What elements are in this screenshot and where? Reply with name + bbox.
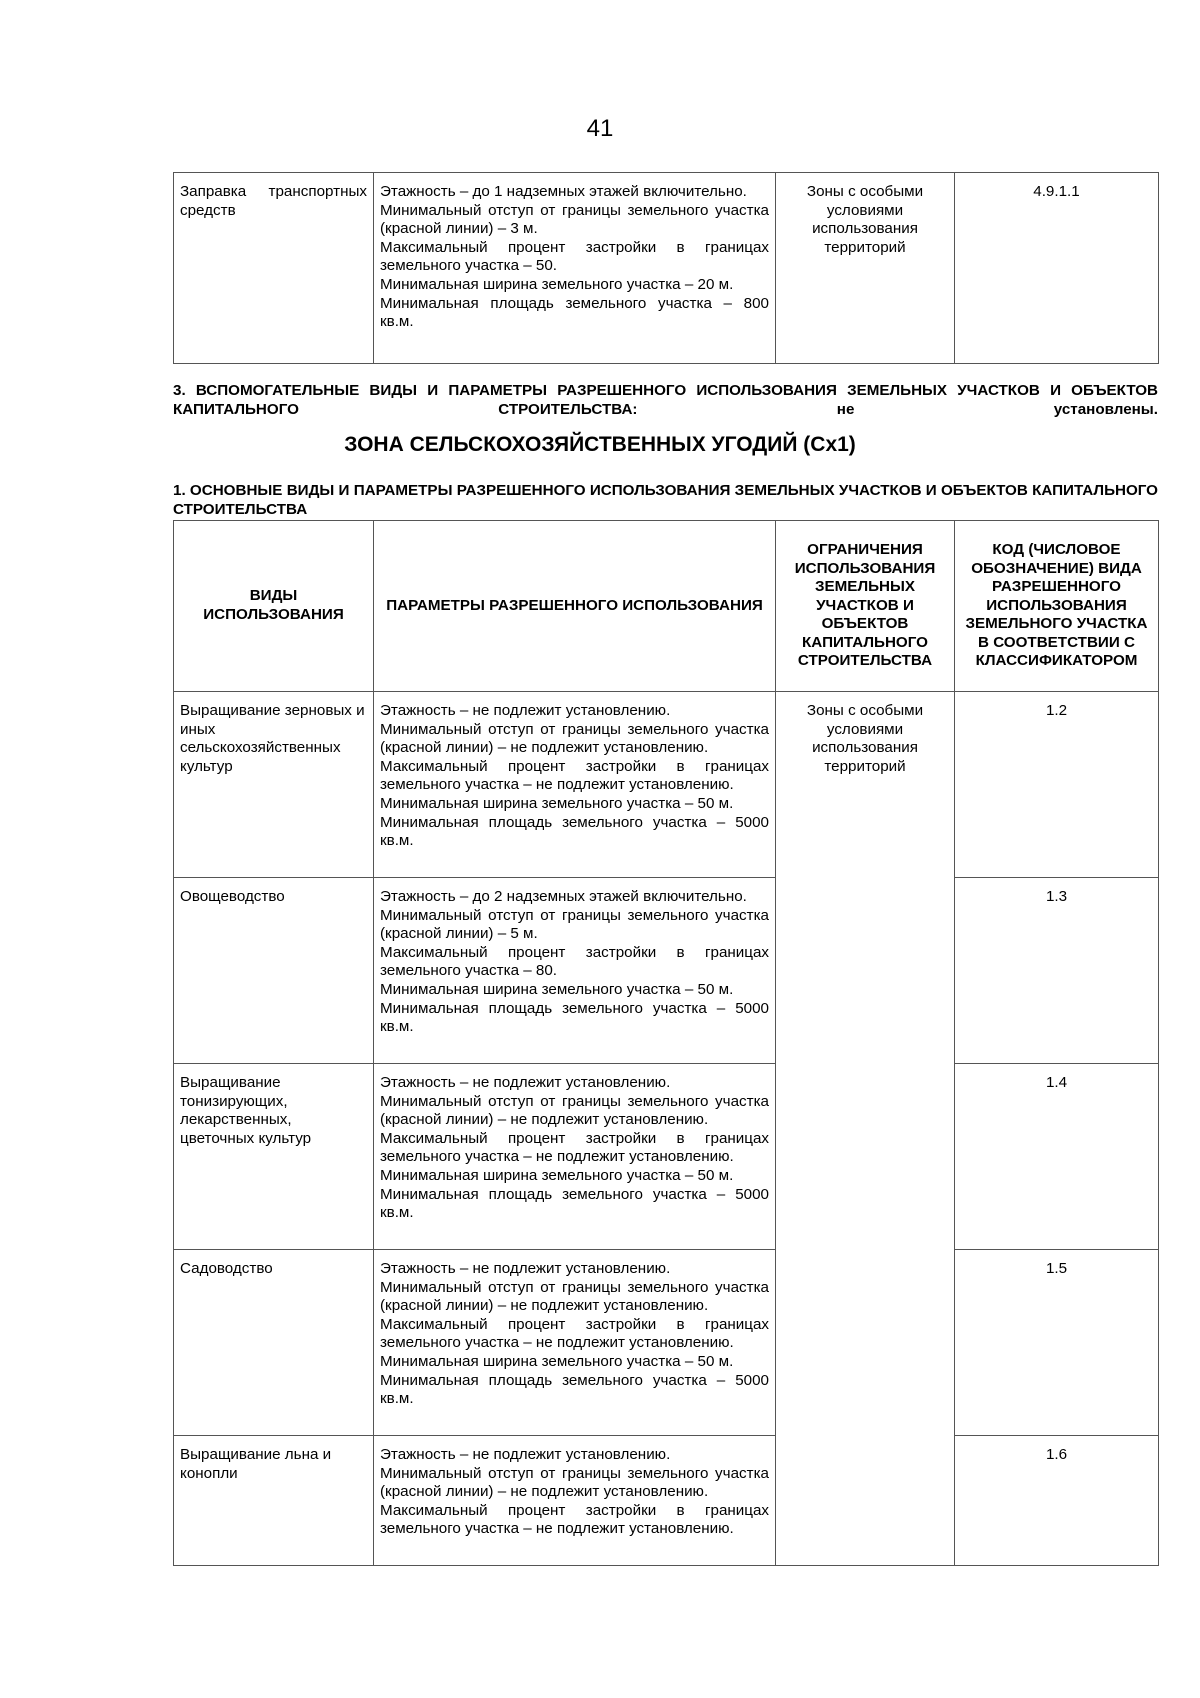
restrictions-cell: Зоны с особыми условиями использования территорий [776,173,955,364]
params-cell [374,173,776,364]
param-line: Этажность – не подлежит установлению. [380,702,671,719]
param-line: Минимальный отступ от границы земельного участка (красной линии) – не подлежит установлению. [380,1092,769,1129]
table-row [174,878,1159,1064]
code-cell: 1.3 [955,878,1159,1064]
param-line: Минимальная ширина земельного участка – 50 м. [380,794,734,812]
code-cell: 1.4 [955,1064,1159,1250]
param-line: Минимальный отступ от границы земельного участка (красной линии) – 3 м. [380,201,769,238]
use-cell: Выращивание тонизирующих, лекарственных, цветочных культур [174,1064,374,1250]
use-cell: Овощеводство [174,878,374,1064]
param-line: Максимальный процент застройки в границах земельного участка – не подлежит установлению. [380,1129,769,1166]
param-line: Этажность – не подлежит установлению. [380,1446,671,1463]
params-cell [374,878,776,1064]
section-heading-auxiliary: 3. ВСПОМОГАТЕЛЬНЫЕ ВИДЫ И ПАРАМЕТРЫ РАЗРЕШЕННОГО ИСПОЛЬЗОВАНИЯ ЗЕМЕЛЬНЫХ УЧАСТКОВ И ОБЪЕКТОВ КАПИТАЛЬНОГО СТРОИТЕЛЬСТВА: не установлены. [173,382,1158,418]
table-row [174,1064,1159,1250]
top-table [173,172,1159,364]
column-header-use: ВИДЫ ИСПОЛЬЗОВАНИЯ [174,521,374,692]
param-line: Максимальный процент застройки в границах земельного участка – не подлежит установлению. [380,1501,769,1538]
params-cell [374,1436,776,1566]
column-header-code: КОД (ЧИСЛОВОЕ ОБОЗНАЧЕНИЕ) ВИДА РАЗРЕШЕННОГО ИСПОЛЬЗОВАНИЯ ЗЕМЕЛЬНОГО УЧАСТКА В СООТВЕТСТВИИ С КЛАССИФИКАТОРОМ [955,521,1159,692]
use-cell: Выращивание зерновых и иных сельскохозяйственных культур [174,692,374,878]
param-line: Максимальный процент застройки в границах земельного участка – не подлежит установлению. [380,1315,769,1352]
param-line: Максимальный процент застройки в границах земельного участка – 50. [380,238,769,275]
column-header-restrictions: ОГРАНИЧЕНИЯ ИСПОЛЬЗОВАНИЯ ЗЕМЕЛЬНЫХ УЧАСТКОВ И ОБЪЕКТОВ КАПИТАЛЬНОГО СТРОИТЕЛЬСТВА [776,521,955,692]
use-cell: Заправка транспортных средств [174,173,374,364]
table-row [174,173,1159,364]
code-cell: 1.2 [955,692,1159,878]
param-line: Минимальный отступ от границы земельного участка (красной линии) – не подлежит установлению. [380,1464,769,1501]
param-line: Минимальная площадь земельного участка – 800 кв.м. [380,294,769,331]
page-number: 41 [586,115,614,142]
param-line: Минимальная площадь земельного участка – 5000 кв.м. [380,999,769,1036]
param-line: Этажность – до 1 надземных этажей включительно. [380,183,747,200]
code-cell: 4.9.1.1 [955,173,1159,364]
restrictions-cell: Зоны с особыми условиями использования территорий [776,692,955,1566]
section-heading-main: 1. ОСНОВНЫЕ ВИДЫ И ПАРАМЕТРЫ РАЗРЕШЕННОГО ИСПОЛЬЗОВАНИЯ ЗЕМЕЛЬНЫХ УЧАСТКОВ И ОБЪЕКТОВ КАПИТАЛЬНОГО СТРОИТЕЛЬСТВА [173,482,1158,518]
param-line: Этажность – не подлежит установлению. [380,1260,671,1277]
param-line: Минимальный отступ от границы земельного участка (красной линии) – не подлежит установлению. [380,720,769,757]
table-row [174,1250,1159,1436]
main-table [173,520,1159,1566]
params-cell [374,1250,776,1436]
param-line: Минимальная ширина земельного участка – 20 м. [380,275,734,293]
table-row [174,692,1159,878]
params-cell [374,1064,776,1250]
param-line: Минимальная ширина земельного участка – 50 м. [380,1352,734,1370]
param-line: Минимальный отступ от границы земельного участка (красной линии) – не подлежит установлению. [380,1278,769,1315]
params-cell [374,692,776,878]
table-row [174,1436,1159,1566]
use-cell: Садоводство [174,1250,374,1436]
param-line: Максимальный процент застройки в границах земельного участка – 80. [380,943,769,980]
code-cell: 1.6 [955,1436,1159,1566]
param-line: Минимальный отступ от границы земельного участка (красной линии) – 5 м. [380,906,769,943]
param-line: Этажность – до 2 надземных этажей включительно. [380,888,747,905]
param-line: Минимальная площадь земельного участка – 5000 кв.м. [380,1185,769,1222]
param-line: Минимальная площадь земельного участка – 5000 кв.м. [380,813,769,850]
param-line: Максимальный процент застройки в границах земельного участка – не подлежит установлению. [380,757,769,794]
use-cell: Выращивание льна и конопли [174,1436,374,1566]
param-line: Минимальная ширина земельного участка – 50 м. [380,980,734,998]
column-header-params: ПАРАМЕТРЫ РАЗРЕШЕННОГО ИСПОЛЬЗОВАНИЯ [374,521,776,692]
param-line: Минимальная площадь земельного участка – 5000 кв.м. [380,1371,769,1408]
param-line: Этажность – не подлежит установлению. [380,1074,671,1091]
table-header-row [174,521,1159,692]
zone-title: ЗОНА СЕЛЬСКОХОЗЯЙСТВЕННЫХ УГОДИЙ (Сх1) [344,433,856,456]
code-cell: 1.5 [955,1250,1159,1436]
param-line: Минимальная ширина земельного участка – 50 м. [380,1166,734,1184]
